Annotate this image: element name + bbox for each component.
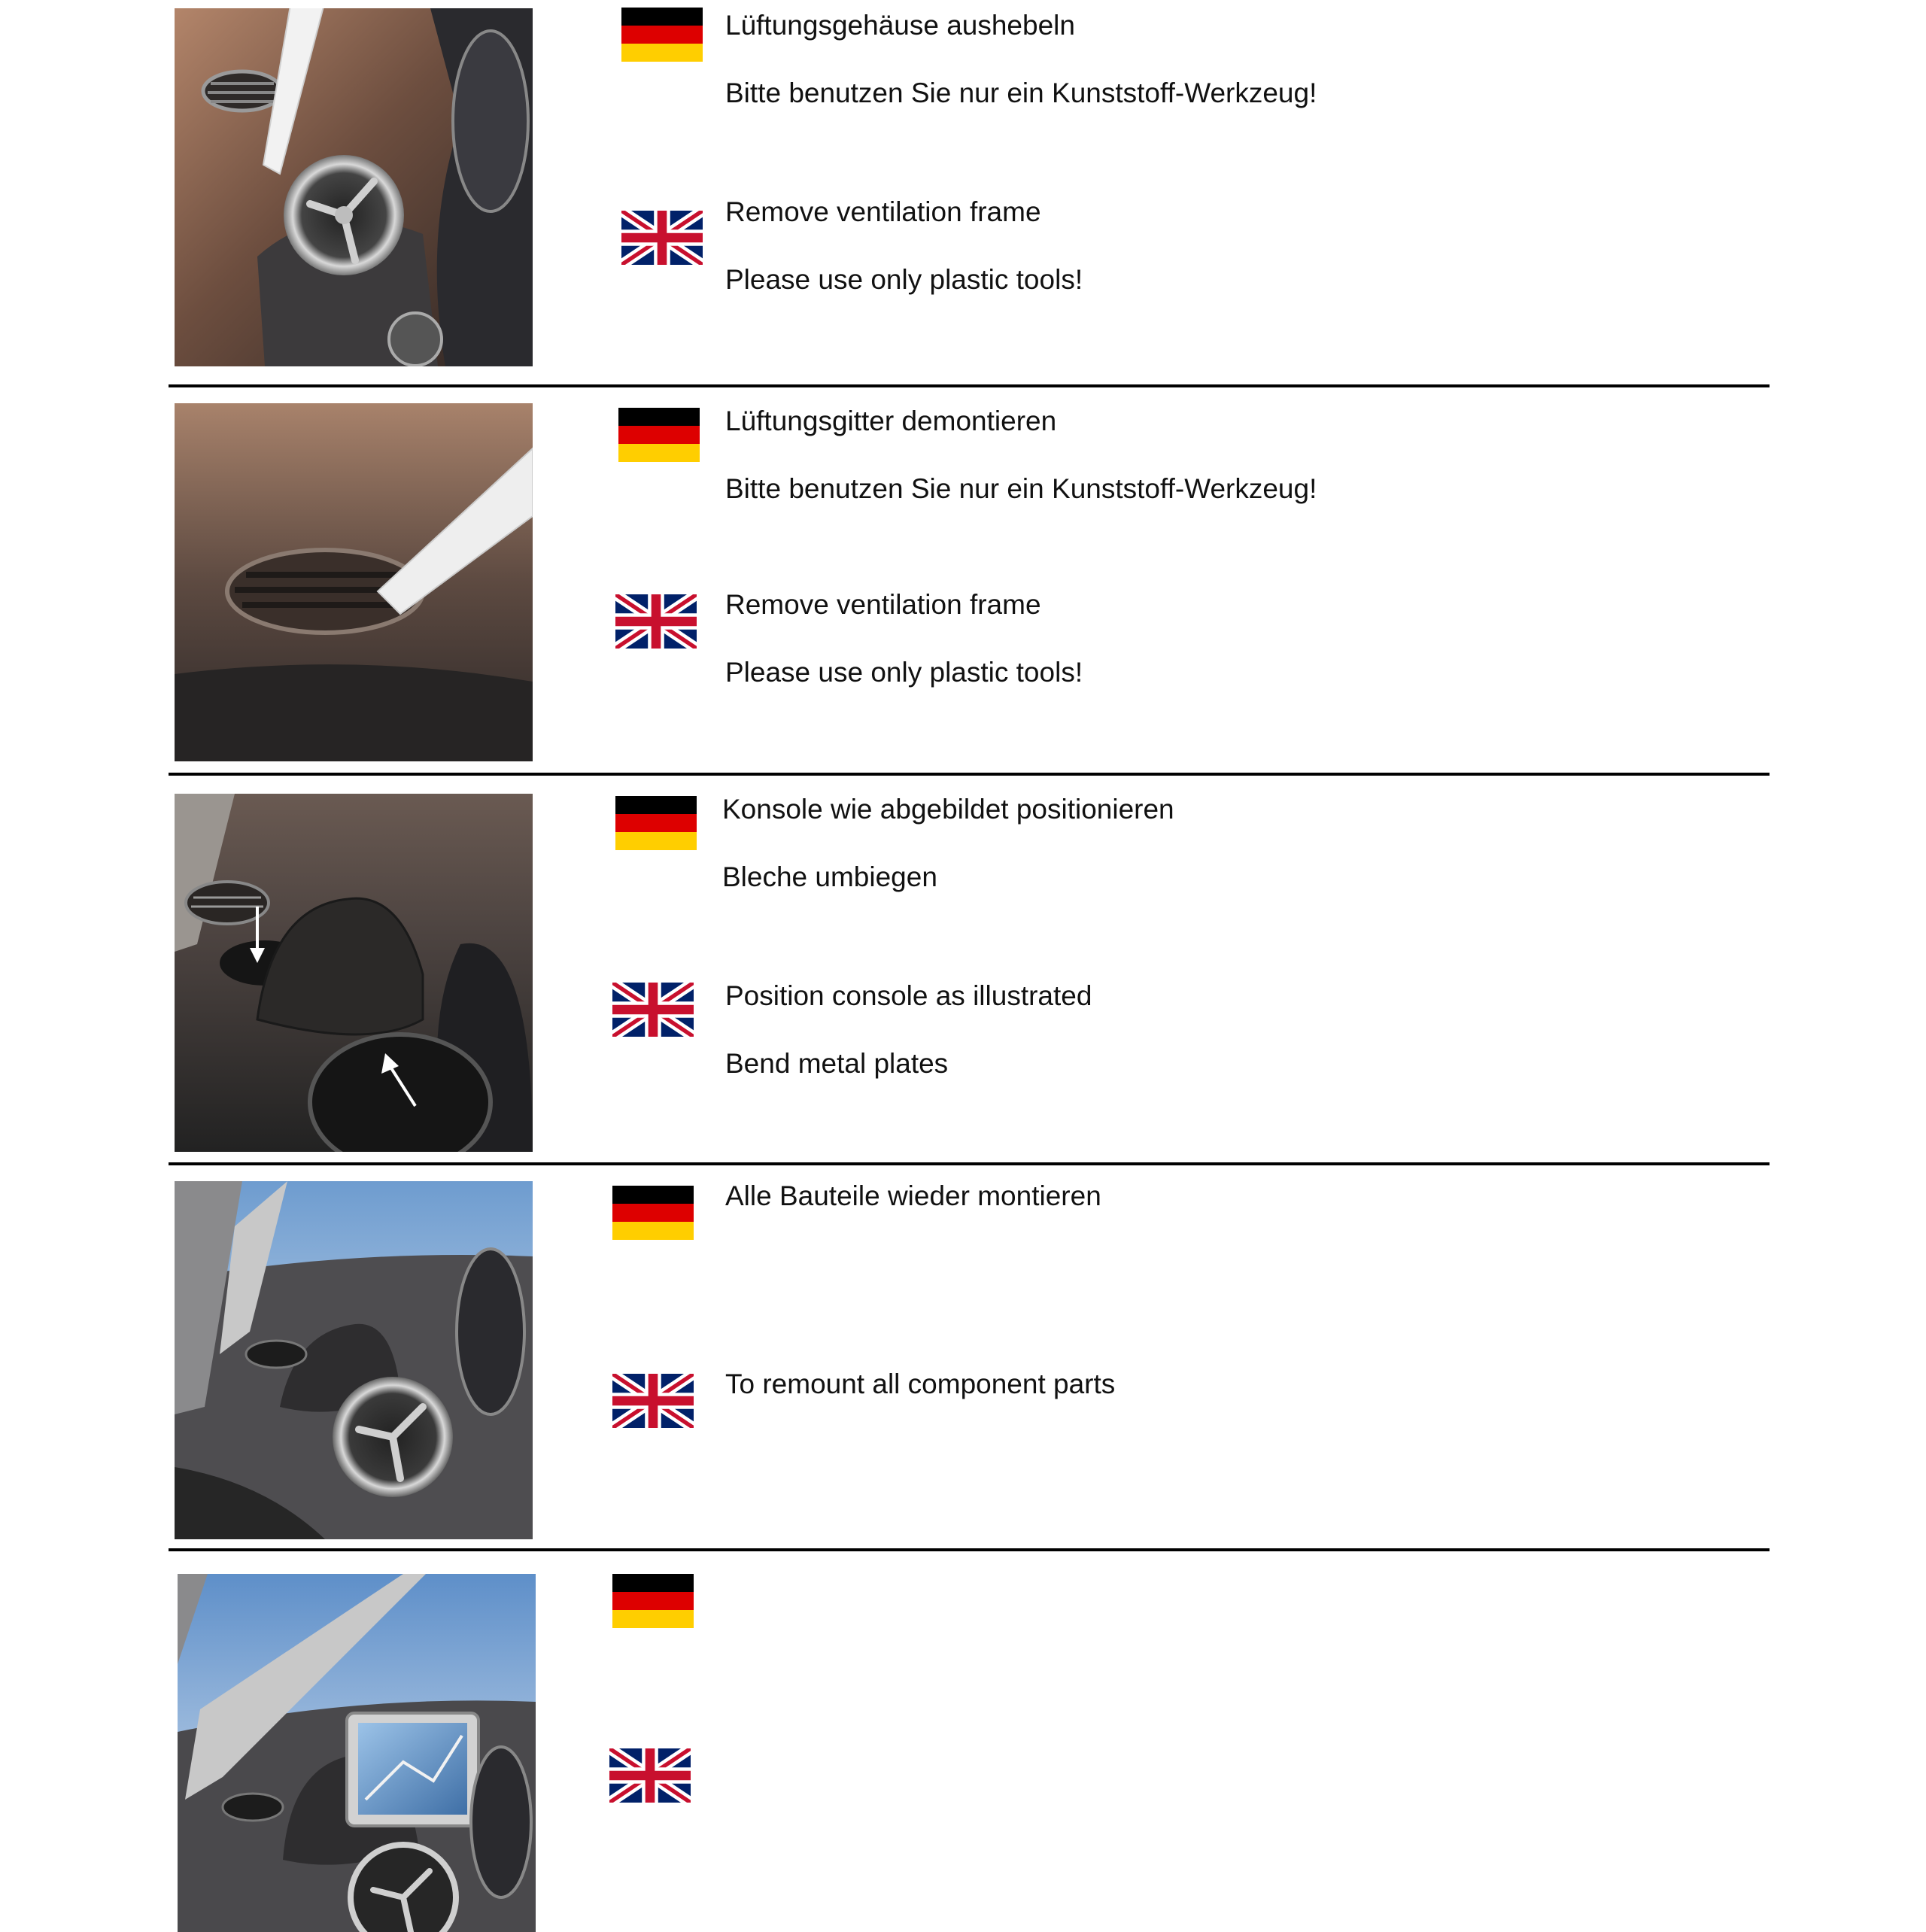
step-3-en-note: Bend metal plates [725,1048,949,1079]
step-1-en-note: Please use only plastic tools! [725,264,1083,295]
step-1 [0,0,1926,391]
step-2-de-note: Bitte benutzen Sie nur ein Kunststoff-Werkzeug! [725,473,1317,504]
step-2-en-note: Please use only plastic tools! [725,657,1083,688]
step-4 [0,1174,1926,1550]
german-flag-icon [618,408,700,462]
section-divider [169,773,1770,776]
remove-vent-housing-photo [175,8,533,366]
step-4-en-title: To remount all component parts [725,1368,1116,1399]
section-divider [169,1548,1770,1551]
step-3-en-title: Position console as illustrated [725,980,1092,1011]
remount-parts-photo [175,1181,533,1539]
step-2 [0,391,1926,782]
step-4-de-title: Alle Bauteile wieder montieren [725,1180,1101,1211]
section-divider [169,1162,1770,1165]
uk-flag-icon [615,594,697,649]
finished-mount-with-navigation-photo [178,1574,536,1932]
step-1-de-note: Bitte benutzen Sie nur ein Kunststoff-Werkzeug! [725,77,1317,108]
german-flag-icon [612,1186,694,1240]
step-3-de-note: Bleche umbiegen [722,861,937,892]
german-flag-icon [615,796,697,850]
step-3 [0,782,1926,1166]
step-1-de-title: Lüftungsgehäuse aushebeln [725,10,1075,41]
step-2-en-title: Remove ventilation frame [725,589,1041,620]
position-console-photo [175,794,533,1152]
section-divider [169,384,1770,387]
step-1-en-title: Remove ventilation frame [725,196,1041,227]
german-flag-icon [621,8,703,62]
uk-flag-icon [612,1374,694,1428]
german-flag-icon [612,1574,694,1628]
remove-vent-grille-photo [175,403,533,761]
step-2-de-title: Lüftungsgitter demontieren [725,406,1057,436]
step-3-de-title: Konsole wie abgebildet positionieren [722,794,1174,825]
uk-flag-icon [621,211,703,265]
uk-flag-icon [612,983,694,1037]
uk-flag-icon [609,1748,691,1803]
step-5 [0,1557,1926,1926]
